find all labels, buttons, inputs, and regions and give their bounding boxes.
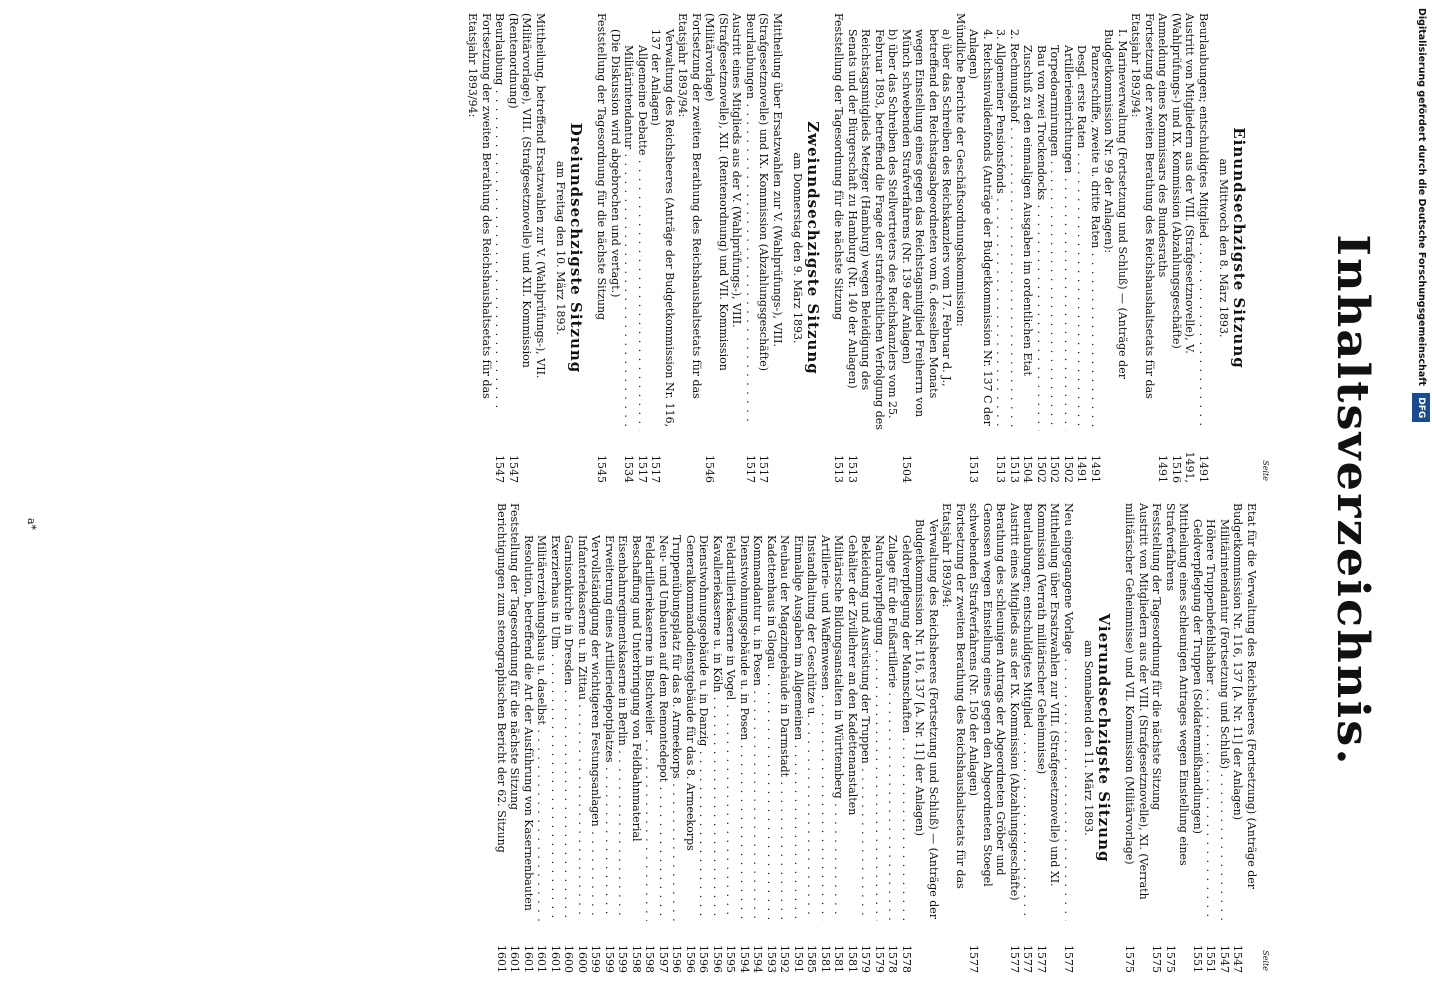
toc-entry-page: 1504: [900, 455, 913, 483]
toc-entry: [859, 503, 873, 973]
toc-entry: [940, 503, 967, 973]
toc-entry: [873, 503, 887, 973]
toc-entry-text: Verwaltung des Reichsheeres (Fortsetzung und Schluß) — (Anträge der Budgetkommission Nr. 116, 137 [A. Nr. 11] der Anlagen): [913, 519, 940, 920]
toc-entry-text: Dienstwohnungsgebäude u. in Danzig . . .: [697, 535, 711, 921]
toc-entry: [636, 13, 650, 483]
toc-entry: [751, 503, 765, 973]
toc-entry: [1102, 13, 1129, 483]
toc-entry-page: 1601: [549, 945, 562, 973]
session-heading: Dreiundsechzigste Sitzung: [567, 122, 585, 374]
toc-entry: [967, 13, 994, 483]
toc-entry: [466, 13, 493, 483]
toc-entry-page: 1596: [684, 945, 697, 973]
toc-entry-text: Erweiterung eines Artilleriedepotplatzes . . .: [603, 535, 617, 921]
toc-entry-page: 1575: [1164, 945, 1177, 973]
toc-entry-text: Allgemeine Debatte . . .: [636, 45, 650, 431]
toc-entry-page: 1581: [819, 945, 832, 973]
toc-entry: [724, 503, 738, 973]
toc-entry: [765, 503, 779, 973]
toc-entry-page: 1599: [603, 945, 616, 973]
entries-left: [466, 13, 1248, 483]
credit-text: Digitalisierung gefördert durch die Deutsche Forschungsgemeinschaft: [1416, 8, 1427, 386]
toc-entry-text: Beurlaubung . . .: [493, 13, 507, 431]
toc-entry-page: 1513: [846, 455, 859, 483]
toc-entry-page: 1517: [757, 455, 771, 483]
toc-entry-page: 1513: [832, 455, 846, 483]
toc-entry-text: Desgl. erste Raten . . .: [1075, 45, 1089, 431]
toc-entry-text: Anmeldung eines Kommissars des Bundesraths: [1156, 13, 1170, 278]
toc-entry-page: 1600: [562, 945, 576, 973]
toc-entry-text: Dienstwohnungsgebäude u. in Posen . . .: [738, 535, 752, 921]
toc-entry-page: 1594: [751, 945, 765, 973]
toc-entry-text: Austritt von Mitgliedern aus der VIII. (Strafgesetznovelle), XI. (Verrath militärischer Geheimnisse) und VII. Kommission (Militärvorlage): [1123, 503, 1150, 900]
toc-entry-page: 1596: [697, 945, 711, 973]
toc-entry-page: 1601: [535, 945, 549, 973]
toc-entry: [697, 503, 711, 973]
toc-entry-text: Neu- und Umbauten auf dem Remontedepot . . .: [657, 535, 671, 921]
toc-entry-text: Zulage für die Fußartillerie . . .: [886, 535, 900, 921]
toc-entry-page: 1547: [1218, 945, 1231, 973]
toc-entry-page: 1513: [967, 455, 981, 483]
toc-entry-page: 1546: [703, 455, 717, 483]
toc-entry-text: Feststellung der Tagesordnung für die nächste Sitzung: [595, 13, 609, 321]
toc-entry-text: I. Marineverwaltung (Fortsetzung und Schluß) — (Anträge der Budgetkommission Nr. 99 der Anlagen):: [1102, 29, 1129, 379]
toc-entry: [1062, 13, 1076, 483]
toc-entry-page: 1513: [1008, 455, 1021, 483]
toc-entry: [1218, 503, 1232, 973]
toc-entry: [616, 503, 630, 973]
toc-entry: [684, 503, 698, 973]
credit-strip: [1412, 8, 1430, 992]
toc-entry: [1075, 13, 1089, 483]
toc-entry: [1204, 503, 1218, 973]
toc-entry-page: 1598: [630, 945, 643, 973]
toc-entry-text: Feldartilleriekaserne in Vogel . . .: [724, 535, 738, 921]
toc-entry-text: Feststellung der Tagesordnung für die nächste Sitzung: [832, 13, 846, 321]
toc-entry-text: b) über das Schreiben des Stellvertreters des Reichskanzlers vom 25. Februar 1893, betreffend die Frage der strafrechtlichen Verfolgung des Reichstagsmitglieds Metzger (Hamburg) wegen Beleidigung des Senats und der Bürgerschaft zu Hamburg (Nr. 140 der Anlagen): [846, 29, 900, 430]
toc-entry-page: 1579: [873, 945, 886, 973]
toc-entry-page: 1596: [711, 945, 724, 973]
toc-entry-page: 1599: [589, 945, 603, 973]
toc-entry-page: 1491: [1156, 455, 1170, 483]
toc-entry-page: 1601: [495, 945, 508, 973]
toc-entry: [622, 13, 636, 483]
toc-entry-text: Kavalleriekaserne u. in Köln . . .: [711, 535, 725, 921]
toc-entry-text: Torpedoarmirungen . . .: [1048, 45, 1062, 431]
toc-entry-text: Berichtigungen zum stenographischen Bericht der 62. Sitzung: [495, 503, 508, 853]
toc-entry: [493, 13, 507, 483]
toc-entry-text: Neu eingegangene Vorlage . . .: [1062, 503, 1076, 921]
toc-entry-text: Mündliche Berichte der Geschäftsordnungskommission:: [954, 13, 967, 327]
page-number-header-right: Seite: [1261, 950, 1270, 971]
toc-entry-text: Feststellung der Tagesordnung für die nächste Sitzung: [1150, 503, 1164, 811]
toc-entry-text: Naturalverpflegung . . .: [873, 535, 887, 921]
toc-entry: [819, 503, 833, 973]
toc-entry-text: Beschaffung und Unterbringung von Feldbahnmaterial: [630, 535, 643, 842]
toc-entry-page: 1578: [886, 945, 900, 973]
session-heading: Zweiundsechzigste Sitzung: [804, 121, 822, 375]
toc-entry-page: 1491, 1516: [1170, 451, 1197, 483]
toc-entry-text: Instandhaltung der Geschütze u. . . .: [805, 535, 819, 921]
toc-entry: [1048, 13, 1062, 483]
toc-entry-page: 1577: [1035, 945, 1048, 973]
toc-entry-text: Artillerie- und Waffenwesen . . .: [819, 535, 833, 921]
toc-entry-page: 1577: [967, 945, 981, 973]
toc-entry-page: 1517: [636, 455, 649, 483]
toc-entry-page: 1545: [595, 455, 609, 483]
page-title: [1280, 0, 1400, 1000]
toc-entry-text: 2. Rechnungshof . . .: [1008, 29, 1022, 431]
toc-entry: [535, 503, 549, 973]
toc-entry: [1021, 13, 1035, 483]
toc-entry-page: 1579: [859, 945, 873, 973]
toc-entry: [1156, 13, 1170, 483]
toc-entry-text: Feststellung der Tagesordnung für die nächste Sitzung: [508, 503, 522, 811]
toc-entry-text: Neubau der Magazingebäude in Darmstadt . . .: [778, 535, 792, 921]
toc-entry-text: Beurlaubungen; entschuldigtes Mitglied . . .: [1197, 13, 1211, 431]
toc-entry-page: 1517: [649, 455, 663, 483]
toc-entry: [1191, 503, 1205, 973]
toc-entry-page: 1594: [738, 945, 751, 973]
toc-entry: [1089, 13, 1103, 483]
toc-entry-text: (Die Diskussion wird abgebrochen und vertagt.): [609, 29, 622, 298]
toc-entry: [886, 503, 900, 973]
toc-entry: [576, 503, 590, 973]
toc-entry: [507, 13, 548, 483]
toc-entry: [1021, 503, 1035, 973]
toc-entry: [676, 13, 703, 483]
toc-entry-text: Fortsetzung der zweiten Berathung des Reichshaushaltsetats für das Etatsjahr 1893/94:: [940, 503, 967, 889]
toc-entry-page: 1491: [1075, 455, 1089, 483]
column-left: [40, 13, 1270, 483]
page-number-header-left: Seite: [1261, 460, 1270, 481]
toc-entry: [649, 13, 676, 483]
toc-entry-page: 1600: [576, 945, 589, 973]
toc-entry-text: Kadettenhaus in Glogau . . .: [765, 535, 779, 921]
toc-entry-page: 1601: [508, 945, 522, 973]
toc-entry-text: Militärintendantur (Fortsetzung und Schluß) . . .: [1218, 519, 1232, 921]
toc-entry: [832, 503, 846, 973]
toc-entry: [744, 13, 758, 483]
toc-entry-page: 1581: [832, 945, 846, 973]
toc-entry-text: 4. Reichsinvalidenfonds (Anträge der Budgetkommission Nr. 137 C der Anlagen): [967, 29, 994, 426]
toc-entry: [549, 503, 563, 973]
toc-entry: [954, 13, 968, 483]
toc-entry-page: 1599: [616, 945, 630, 973]
toc-entry-text: Einmalige Ausgaben im Allgemeinen . . .: [792, 535, 806, 921]
toc-entry-text: Infanteriekaserne u. in Zittau . . .: [576, 535, 590, 921]
session-date: am Freitag den 10. März 1893.: [554, 161, 567, 335]
session-heading: Einundsechzigste Sitzung: [1230, 127, 1248, 369]
toc-entry: [792, 503, 806, 973]
toc-entry-text: 3. Allgemeiner Pensionsfonds . . .: [994, 29, 1008, 431]
toc-entry: [1123, 503, 1150, 973]
toc-entry-text: Militärische Bildungsanstalten in Württemberg . . .: [832, 535, 846, 921]
toc-entry-page: 1547: [493, 455, 507, 483]
toc-entry: [603, 503, 617, 973]
toc-entry-text: Bau von zwei Trockendocks . . .: [1035, 45, 1049, 431]
toc-entry: [1150, 503, 1164, 973]
page-title-text: Inhaltsverzeichnis.: [1327, 233, 1378, 767]
toc-entry-page: 1551: [1191, 945, 1204, 973]
toc-entry-text: Verwaltung des Reichsheeres (Anträge der Budgetkommission Nr. 116, 137 der Anlagen): [649, 29, 676, 428]
toc-entry-page: 1585: [805, 945, 819, 973]
toc-entry: [630, 503, 644, 973]
entries-right: [495, 503, 1259, 973]
toc-entry-text: Etat für die Verwaltung des Reichsheeres (Fortsetzung) (Anträge der Budgetkommission Nr. 116, 137 [A. Nr. 11] der Anlagen): [1231, 503, 1258, 890]
session-date: am Mittwoch den 8. März 1893.: [1217, 158, 1230, 338]
session-heading: Vierundsechzigste Sitzung: [1095, 613, 1113, 863]
toc-entry-text: Geldverpflegung der Truppen (Soldatenmißhandlungen): [1191, 519, 1204, 834]
toc-entry-page: 1596: [670, 945, 684, 973]
toc-entry: [1164, 503, 1191, 973]
toc-entry: [711, 503, 725, 973]
toc-entry-page: 1593: [765, 945, 778, 973]
toc-entry-page: 1547: [1231, 945, 1245, 973]
toc-entry: [1170, 13, 1197, 483]
toc-entry-text: Austritt eines Mitglieds aus der IX. Kommission (Abzahlungsgeschäfte): [1008, 503, 1021, 901]
toc-entry: [508, 503, 522, 973]
toc-entry-page: 1491: [1089, 455, 1102, 483]
toc-entry-text: Militärintendantur . . .: [622, 45, 636, 431]
toc-entry: [900, 503, 914, 973]
toc-entry-page: 1598: [643, 945, 657, 973]
toc-entry-text: Mittheilung eines schleunigen Antrages wegen Einstellung eines Strafverfahrens: [1164, 503, 1191, 866]
toc-entry: [609, 13, 623, 483]
toc-entry: [1062, 503, 1076, 973]
toc-entry-page: 1578: [900, 945, 913, 973]
toc-entry-page: 1595: [724, 945, 738, 973]
toc-entry: [1035, 13, 1049, 483]
toc-entry-page: 1575: [1123, 945, 1137, 973]
toc-entry: [670, 503, 684, 973]
toc-entry: [967, 503, 1008, 973]
session-date: am Donnerstag den 9. März 1893.: [791, 152, 804, 344]
toc-entry-text: Militärerziehungshaus u. daselbst . . .: [535, 535, 549, 921]
toc-entry-page: 1547: [507, 455, 520, 483]
toc-entry: [1231, 503, 1258, 973]
toc-entry: [778, 503, 792, 973]
toc-entry-text: Austritt von Mitgliedern aus der VIII. (Strafgesetznovelle), V. (Wahlprüfungs-) und IX. Kommission (Abzahlungsgeschäfte): [1170, 13, 1197, 354]
toc-entry-text: Höhere Truppenbefehlshaber . . .: [1204, 519, 1218, 921]
toc-entry-text: Geldverpflegung der Mannschaften . . .: [900, 535, 914, 921]
toc-entry-text: Resolution, betreffend die Art der Ausführung von Kasernenbauten: [522, 535, 535, 911]
toc-entry: [832, 13, 846, 483]
toc-entry: [738, 503, 752, 973]
toc-entry-page: 1575: [1150, 945, 1164, 973]
toc-entry-text: Fortsetzung der zweiten Berathung des Reichshaushaltsetats für das Etatsjahr 1893/94:: [676, 13, 703, 399]
toc-entry-text: Fortsetzung der zweiten Berathung des Reichshaushaltsetats für das Etatsjahr 1893/94:: [466, 13, 493, 399]
toc-entry: [1197, 13, 1211, 483]
toc-entry: [846, 503, 860, 973]
toc-entry-page: 1577: [1021, 945, 1035, 973]
toc-entry-text: Feldartilleriekaserne in Bischweiler . . .: [643, 535, 657, 921]
toc-entry-page: 1513: [994, 455, 1008, 483]
toc-entry-page: 1504: [1021, 455, 1035, 483]
toc-entry-text: Garnisonkirche in Dresden . . .: [562, 535, 576, 921]
toc-entry-page: 1591: [792, 945, 805, 973]
toc-entry: [757, 13, 784, 483]
toc-entry-text: Berathung des schleunigen Antrags der Abgeordneten Gröber und Genossen wegen Einstellung eines gegen den Abgeordneten Stoegel schwebenden Strafverfahrens (Nr. 150 der Anlagen): [967, 503, 1008, 887]
toc-entry-text: Mittheilung, betreffend Ersatzwahlen zur V. (Wahlprüfungs-), VII. (Militärvorlage), VIII. (Strafgesetznovelle) und XII. Kommission (Rentenordnung): [507, 13, 547, 379]
toc-entry-page: 1534: [622, 455, 636, 483]
dfg-logo: DFG: [1412, 393, 1430, 422]
toc-entry: [1035, 503, 1062, 973]
toc-entry: [589, 503, 603, 973]
toc-entry-text: Kommandantur u. in Posen . . .: [751, 535, 765, 921]
toc-entry: [805, 503, 819, 973]
signature-mark-text: a*: [25, 517, 38, 530]
toc-entry-text: Truppenübungsplatz für das 8. Armeekorps . . .: [670, 535, 684, 921]
toc-entry: [562, 503, 576, 973]
toc-entry-page: 1597: [657, 945, 670, 973]
toc-entry-page: 1551: [1204, 945, 1218, 973]
toc-entry-page: 1502: [1062, 455, 1075, 483]
toc-entry: [657, 503, 671, 973]
toc-entry-text: Exerzierhaus in Ulm . . .: [549, 535, 563, 921]
toc-entry-page: 1491: [1197, 455, 1210, 483]
toc-entry-page: 1502: [1048, 455, 1062, 483]
column-right: [40, 503, 1270, 973]
toc-entry: [1008, 13, 1022, 483]
toc-entry: [703, 13, 744, 483]
toc-entry-page: 1581: [846, 945, 859, 973]
toc-entry-text: Generalkommandodienstgebäude für das 8. Armeekorps: [684, 535, 697, 851]
toc-entry-text: Vervollständigung der wichtigeren Festungsanlagen . . .: [589, 535, 603, 921]
toc-entry-page: 1577: [1062, 945, 1075, 973]
session-date: am Sonnabend den 11. März 1893.: [1082, 640, 1095, 836]
toc-entry: [643, 503, 657, 973]
toc-entry-text: Austritt eines Mitglieds aus der V. (Wahlprüfungs-), VIII. (Strafgesetznovelle), XII. (Rentenordnung) und VII. Kommission (Militärvorlage): [703, 13, 744, 371]
toc-entry: [1008, 503, 1022, 973]
toc-entry: [1129, 13, 1156, 483]
toc-entry: [846, 13, 900, 483]
toc-entry-page: 1592: [778, 945, 792, 973]
toc-entry: [900, 13, 954, 483]
toc-entry: [522, 503, 536, 973]
toc-entry-text: Panzerschiffe, zweite u. dritte Raten . . .: [1089, 45, 1103, 431]
toc-entry-page: 1517: [744, 455, 757, 483]
toc-entry-text: Beurlaubungen . . .: [744, 13, 758, 431]
toc-entry-text: Bekleidung und Ausrüstung der Truppen . . .: [859, 535, 873, 921]
signature-mark: [25, 0, 38, 1000]
toc-entry-page: 1502: [1035, 455, 1048, 483]
toc-entry-text: Mittheilung über Ersatzwahlen zur VIII. (Strafgesetznovelle) und XI. Kommission (Verrath militärischer Geheimnisse): [1035, 503, 1062, 887]
toc-entry-text: Beurlaubungen; entschuldigtes Mitglied . . .: [1021, 503, 1035, 921]
toc-entry-text: Gehälter der Zivillehrer an den Kadettenanstalten: [846, 535, 859, 816]
toc-entry-text: a) über das Schreiben des Reichskanzlers vom 17. Februar d. J., betreffend den Reichstagsabgeordneten vom 6. desselben Monats wegen Einstellung eines gegen das Reichstagsmitglied Freiherrn von Münch schwebenden Strafverfahrens (Nr. 139 der Anlagen): [900, 29, 954, 418]
credit-text-wrap: [1412, 8, 1430, 992]
toc-entry-text: Zuschuß zu den einmaligen Ausgaben im ordentlichen Etat: [1021, 45, 1035, 376]
toc-entry-text: Mittheilung über Ersatzwahlen zur V. (Wahlprüfungs-), VIII. (Strafgesetznovelle) und IX. Kommission (Abzahlungsgeschäfte): [757, 13, 784, 372]
toc-entry-text: Artillerieeinrichtungen . . .: [1062, 45, 1076, 431]
toc-entry: [595, 13, 609, 483]
toc-entry-page: 1577: [1008, 945, 1021, 973]
toc-entry: [495, 503, 509, 973]
toc-entry: [994, 13, 1008, 483]
toc-entry-text: Fortsetzung der zweiten Berathung des Reichshaushaltsetats für das Etatsjahr 1893/94:: [1129, 13, 1156, 399]
toc-entry: [913, 503, 940, 973]
toc-entry-page: 1601: [522, 945, 535, 973]
toc-entry-text: Eisenbahnregimentskaserne in Berlin . . .: [616, 535, 630, 921]
